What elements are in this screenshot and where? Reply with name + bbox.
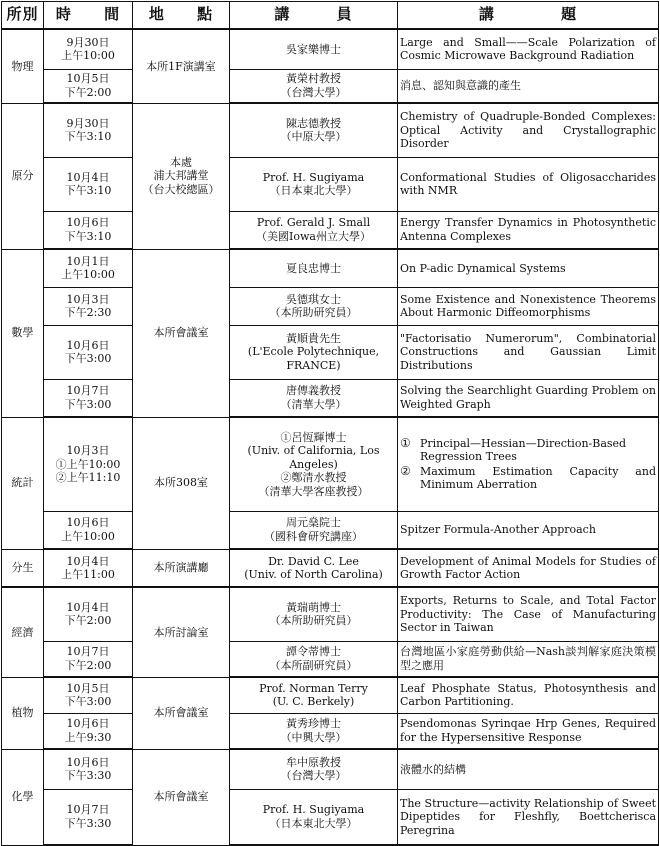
time-line: 上午11:00 (61, 568, 115, 581)
time-line: 上午10:00 (61, 268, 115, 282)
speaker-cell (230, 549, 398, 587)
time-line: 10月1日 (66, 254, 110, 268)
title-text: Large and Small——Scale Polarization of Cosmic Microwave Background Radiation (400, 35, 656, 63)
time-line: 下午3:30 (64, 769, 112, 783)
time-cell (44, 417, 133, 511)
title-text: 消息、認知與意識的產生 (400, 79, 521, 92)
time-cell (44, 69, 133, 103)
speaker-line: 牟中原教授 (286, 755, 341, 769)
time-cell (44, 29, 133, 69)
title-cell (398, 511, 659, 549)
title-text: On P-adic Dynamical Systems (400, 261, 566, 275)
title-number: ① (400, 435, 411, 450)
title-cell (398, 157, 659, 211)
title-cell (398, 249, 659, 287)
schedule-row (2, 417, 659, 511)
place-line: 本所308室 (154, 476, 208, 490)
institute-cell: 原分 (2, 103, 44, 249)
place-cell (133, 749, 230, 845)
speaker-line: Dr. David C. Lee (268, 554, 359, 568)
place-cell (133, 549, 230, 587)
speaker-line: ①呂恆輝博士 (280, 430, 347, 444)
time-line: 下午3:10 (64, 184, 112, 197)
time-line: 10月6日 (66, 338, 110, 352)
title-cell (398, 713, 659, 749)
header-row (2, 2, 659, 30)
speaker-cell (230, 103, 398, 157)
speaker-line: Prof. H. Sugiyama (262, 803, 365, 817)
speaker-line: （中原大學） (280, 130, 347, 144)
time-cell (44, 103, 133, 157)
time-line: 10月6日 (66, 516, 110, 530)
speaker-cell (230, 379, 398, 417)
time-line: 上午9:30 (64, 730, 112, 744)
title-text: Chemistry of Quadruple-Bonded Complexes: Optical Activity and Crystallographic Disorder (400, 110, 656, 150)
time-line: 10月3日 (66, 444, 110, 457)
speaker-line: (L'Ecole Polytechnique, (247, 345, 380, 359)
title-text: Exports, Returns to Scale, and Total Factor Productivity: The Case of Manufacturing Sector in Taiwan (400, 594, 656, 634)
speaker-cell (230, 713, 398, 749)
header-title: 講 題 (398, 2, 659, 30)
speaker-line: 黃秀珍博士 (286, 717, 341, 731)
institute-cell: 數學 (2, 249, 44, 417)
time-cell (44, 677, 133, 713)
title-list-item (400, 437, 656, 464)
time-cell (44, 749, 133, 789)
title-text: Energy Transfer Dynamics in Photosynthetic Antenna Complexes (400, 216, 656, 243)
schedule-row (2, 325, 659, 379)
time-line: 下午2:00 (64, 614, 112, 628)
schedule-row (2, 103, 659, 157)
time-line: 下午3:10 (64, 229, 112, 243)
speaker-cell (230, 677, 398, 713)
speaker-cell (230, 287, 398, 325)
speaker-line: （清華大學客座教授） (258, 484, 369, 498)
place-line: 本所演講廳 (153, 561, 209, 574)
speaker-line: Prof. Norman Terry (259, 681, 368, 695)
institute-cell: 植物 (2, 677, 44, 749)
time-line: 10月4日 (66, 170, 110, 184)
speaker-line: Prof. H. Sugiyama (262, 170, 365, 184)
header-place: 地 點 (133, 2, 230, 30)
speaker-line: 吳家樂博士 (286, 42, 341, 56)
time-cell (44, 511, 133, 549)
schedule-row (2, 211, 659, 249)
time-cell (44, 549, 133, 587)
time-cell (44, 325, 133, 379)
place-line: 本處 (170, 155, 192, 169)
time-line: 9月30日 (66, 35, 110, 49)
speaker-line: （美國Iowa州立大學） (256, 229, 371, 243)
schedule-row (2, 587, 659, 641)
time-line: ②上午11:10 (55, 471, 121, 484)
time-line: 下午3:00 (64, 695, 112, 709)
title-cell (398, 549, 659, 587)
title-text: 台灣地區小家庭勞動供給—Nash談判解家庭決策模型之應用 (400, 645, 656, 672)
speaker-line: （國科會研究講座） (264, 529, 363, 543)
time-line: 10月7日 (66, 803, 110, 817)
place-line: 浦大邦講堂 (153, 169, 209, 183)
time-line: 上午10:00 (61, 529, 115, 543)
seminar-schedule-table (1, 1, 659, 846)
schedule-row (2, 677, 659, 713)
speaker-line: （本所副研究員） (269, 658, 358, 672)
title-cell (398, 69, 659, 103)
speaker-line: 夏良忠博士 (286, 261, 341, 275)
speaker-line: Angeles) (289, 457, 338, 471)
time-line: 10月7日 (66, 645, 110, 659)
speaker-line: （日本東北大學） (269, 184, 358, 197)
place-line: 本所討論室 (153, 625, 209, 639)
title-text: Conformational Studies of Oligosaccharides with NMR (400, 170, 656, 197)
place-cell (133, 587, 230, 677)
title-cell (398, 677, 659, 713)
time-cell (44, 379, 133, 417)
place-cell (133, 417, 230, 549)
schedule-row (2, 379, 659, 417)
time-line: 上午10:00 (61, 49, 115, 63)
title-cell (398, 325, 659, 379)
speaker-line: 周元燊院士 (286, 516, 341, 530)
place-line: 本所會議室 (153, 706, 209, 720)
title-text: Principal—Hessian—Direction-Based Regression Trees (420, 436, 627, 464)
speaker-line: （中興大學） (280, 730, 347, 744)
title-cell (398, 379, 659, 417)
time-cell (44, 157, 133, 211)
title-text: Some Existence and Nonexistence Theorems About Harmonic Diffeomorphisms (400, 292, 656, 319)
time-line: 10月5日 (66, 72, 110, 86)
title-text: 液體水的結構 (400, 762, 466, 776)
title-text: The Structure—activity Relationship of Sweet Dipeptides for Fleshfly, Boettcherisca Peregrina (400, 796, 656, 837)
title-cell (398, 641, 659, 677)
time-cell (44, 641, 133, 677)
title-text: Development of Animal Models for Studies of Growth Factor Action (400, 554, 656, 581)
speaker-line: Prof. Gerald J. Small (256, 216, 371, 230)
title-list-item (400, 465, 656, 492)
speaker-cell (230, 789, 398, 845)
time-line: 10月6日 (66, 216, 110, 230)
title-cell (398, 103, 659, 157)
time-line: 下午2:00 (64, 85, 112, 99)
speaker-line: (Univ. of California, Los (247, 444, 380, 457)
institute-cell: 物理 (2, 29, 44, 103)
time-line: 下午2:00 (64, 658, 112, 672)
time-line: 10月4日 (66, 600, 110, 614)
speaker-cell (230, 29, 398, 69)
place-cell (133, 249, 230, 417)
title-text: Maximum Estimation Capacity and Minimum Aberration (420, 464, 656, 492)
title-cell (398, 789, 659, 845)
schedule-row (2, 29, 659, 69)
time-line: 10月6日 (66, 717, 110, 731)
schedule-body (2, 29, 659, 845)
speaker-cell (230, 69, 398, 103)
speaker-cell (230, 249, 398, 287)
speaker-line: FRANCE) (286, 358, 341, 372)
place-line: 本所會議室 (153, 790, 209, 804)
title-text: Leaf Phosphate Status, Photosynthesis and Carbon Partitioning. (400, 681, 656, 709)
time-cell (44, 789, 133, 845)
speaker-line: （本所助研究員） (269, 614, 358, 628)
time-line: 10月4日 (66, 554, 110, 568)
header-institute: 所別 (2, 2, 44, 30)
institute-cell: 統計 (2, 417, 44, 549)
speaker-line: （台灣大學） (280, 85, 347, 99)
speaker-line: 吳德琪女士 (286, 292, 341, 306)
schedule-row (2, 789, 659, 845)
time-line: 10月6日 (66, 755, 110, 769)
speaker-line: (U. C. Berkely) (272, 695, 355, 709)
title-cell (398, 287, 659, 325)
title-cell (398, 587, 659, 641)
time-cell (44, 249, 133, 287)
speaker-line: ②鄭清水教授 (280, 471, 347, 484)
title-text: "Factorisatio Numerorum", Combinatorial Constructions and Gaussian Limit Distributions (400, 331, 656, 372)
title-text: Solving the Searchlight Guarding Problem on Weighted Graph (400, 384, 656, 411)
time-cell (44, 587, 133, 641)
speaker-line: （日本東北大學） (269, 816, 358, 830)
speaker-line: 黃榮村教授 (286, 72, 341, 86)
schedule-row (2, 511, 659, 549)
time-cell (44, 211, 133, 249)
schedule-row (2, 549, 659, 587)
schedule-row (2, 157, 659, 211)
speaker-line: （本所助研究員） (269, 306, 358, 319)
title-cell (398, 749, 659, 789)
title-cell (398, 417, 659, 511)
institute-cell: 化學 (2, 749, 44, 845)
speaker-cell (230, 749, 398, 789)
schedule-row (2, 69, 659, 103)
title-text: Spitzer Formula-Another Approach (400, 523, 596, 536)
speaker-line: 陳志德教授 (286, 116, 341, 130)
speaker-line: 黃順貴先生 (286, 331, 341, 345)
speaker-line: 黃瑞萌博士 (286, 600, 341, 614)
speaker-cell (230, 511, 398, 549)
title-cell (398, 211, 659, 249)
schedule-row (2, 749, 659, 789)
speaker-line: 唐傳義教授 (286, 384, 341, 398)
place-cell (133, 29, 230, 103)
speaker-line: 譚令蒂博士 (286, 645, 341, 659)
place-line: 本所1F演講室 (146, 59, 216, 73)
time-cell (44, 713, 133, 749)
speaker-line: （清華大學） (280, 397, 347, 411)
schedule-row (2, 249, 659, 287)
place-cell (133, 677, 230, 749)
speaker-cell (230, 211, 398, 249)
speaker-cell (230, 641, 398, 677)
place-line: （台大校總區） (142, 182, 220, 196)
institute-cell: 經濟 (2, 587, 44, 677)
title-cell (398, 29, 659, 69)
time-line: 10月3日 (66, 292, 110, 306)
time-line: 下午3:10 (64, 130, 112, 144)
title-number: ② (400, 463, 411, 478)
schedule-row (2, 713, 659, 749)
institute-cell: 分生 (2, 549, 44, 587)
speaker-cell (230, 157, 398, 211)
header-time: 時 間 (44, 2, 133, 30)
time-line: 下午3:00 (64, 397, 112, 411)
time-line: 下午2:30 (64, 306, 112, 319)
speaker-line: （台灣大學） (280, 769, 347, 783)
time-line: 10月7日 (66, 384, 110, 398)
time-line: 9月30日 (66, 116, 110, 130)
schedule-row (2, 287, 659, 325)
time-line: 下午3:00 (64, 352, 112, 365)
time-cell (44, 287, 133, 325)
speaker-cell (230, 325, 398, 379)
speaker-line: (Univ. of North Carolina) (244, 568, 383, 581)
time-line: ①上午10:00 (55, 457, 121, 471)
place-cell (133, 103, 230, 249)
title-text: Psendomonas Syrinqae Hrp Genes, Required for the Hypersensitive Response (400, 717, 656, 744)
time-line: 10月5日 (66, 681, 110, 695)
speaker-cell (230, 587, 398, 641)
title-list (400, 437, 656, 492)
header-speaker: 講 員 (230, 2, 398, 30)
time-line: 下午3:30 (64, 816, 112, 830)
schedule-row (2, 641, 659, 677)
place-line: 本所會議室 (153, 326, 209, 340)
speaker-cell (230, 417, 398, 511)
